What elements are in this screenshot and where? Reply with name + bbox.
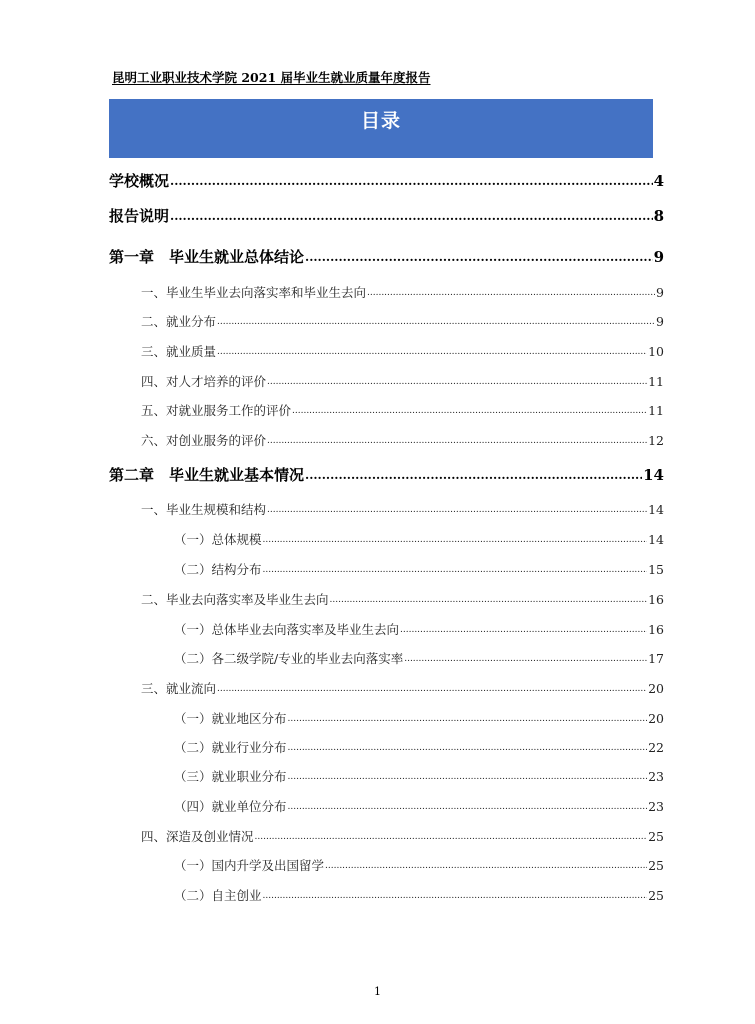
toc-entry-label: 一、毕业生毕业去向落实率和毕业生去向 xyxy=(141,285,367,300)
toc-entry-page-number: 22 xyxy=(648,740,664,755)
toc-dot-leader xyxy=(292,402,647,420)
toc-dot-leader xyxy=(305,246,653,268)
toc-dot-leader xyxy=(263,561,648,579)
toc-subsection-entry[interactable] xyxy=(174,798,664,816)
toc-entry-label: 四、深造及创业情况 xyxy=(141,829,254,844)
toc-entry-page-number: 16 xyxy=(648,592,664,607)
toc-dot-leader xyxy=(217,680,647,698)
toc-entry-page-number: 14 xyxy=(648,532,664,547)
toc-subsection-entry[interactable] xyxy=(174,561,664,579)
toc-section-entry[interactable] xyxy=(141,432,664,450)
toc-subsection-entry[interactable] xyxy=(174,650,664,668)
toc-entry-page-number: 23 xyxy=(648,799,664,814)
toc-banner-title: 目录 xyxy=(360,110,401,132)
toc-subsection-entry[interactable] xyxy=(174,739,664,757)
toc-dot-leader xyxy=(367,284,655,302)
toc-dot-leader xyxy=(217,343,647,361)
toc-subsection-entry[interactable] xyxy=(174,768,664,786)
toc-section-entry[interactable] xyxy=(141,501,664,519)
toc-entry-label: （二）结构分布 xyxy=(174,562,262,577)
toc-chapter-entry[interactable] xyxy=(109,464,664,486)
toc-entry-page-number: 14 xyxy=(643,466,664,484)
toc-entry-label: 学校概况 xyxy=(109,172,170,190)
toc-dot-leader xyxy=(267,373,647,391)
toc-entry-page-number: 4 xyxy=(653,172,664,190)
toc-dot-leader xyxy=(170,170,653,192)
toc-section-entry[interactable] xyxy=(141,402,664,420)
toc-section-entry[interactable] xyxy=(141,680,664,698)
toc-entry-label: （一）总体毕业去向落实率及毕业生去向 xyxy=(174,622,400,637)
toc-entry-label: 一、毕业生规模和结构 xyxy=(141,502,267,517)
toc-subsection-entry[interactable] xyxy=(174,887,664,905)
toc-entry-label: 六、对创业服务的评价 xyxy=(141,433,267,448)
toc-entry-page-number: 11 xyxy=(648,403,664,418)
toc-dot-leader xyxy=(400,621,647,639)
toc-entry-page-number: 15 xyxy=(648,562,664,577)
toc-entry-label: 三、就业质量 xyxy=(141,344,217,359)
toc-subsection-entry[interactable] xyxy=(174,531,664,549)
toc-chapter-entry[interactable] xyxy=(109,170,664,192)
toc-section-entry[interactable] xyxy=(141,343,664,361)
toc-entry-label: （二）自主创业 xyxy=(174,888,262,903)
toc-dot-leader xyxy=(217,313,655,331)
toc-entry-label: 报告说明 xyxy=(109,207,170,225)
toc-section-entry[interactable] xyxy=(141,591,664,609)
toc-entry-page-number: 25 xyxy=(648,888,664,903)
toc-entry-label: 三、就业流向 xyxy=(141,681,217,696)
toc-section-entry[interactable] xyxy=(141,828,664,846)
toc-entry-label: 第二章 毕业生就业基本情况 xyxy=(109,466,305,484)
toc-entry-page-number: 12 xyxy=(648,433,664,448)
toc-entry-page-number: 20 xyxy=(648,711,664,726)
toc-entry-label: （一）总体规模 xyxy=(174,532,262,547)
toc-dot-leader xyxy=(267,432,647,450)
toc-entry-page-number: 9 xyxy=(653,248,664,266)
toc-entry-label: （一）国内升学及出国留学 xyxy=(174,858,325,873)
toc-section-entry[interactable] xyxy=(141,284,664,302)
toc-dot-leader xyxy=(288,768,648,786)
toc-dot-leader xyxy=(263,531,648,549)
toc-dot-leader xyxy=(288,739,648,757)
toc-dot-leader xyxy=(288,798,648,816)
toc-dot-leader xyxy=(330,591,648,609)
toc-dot-leader xyxy=(305,464,642,486)
toc-entry-label: 二、毕业去向落实率及毕业生去向 xyxy=(141,592,329,607)
toc-entry-page-number: 14 xyxy=(648,502,664,517)
toc-dot-leader xyxy=(288,710,648,728)
toc-dot-leader xyxy=(263,887,648,905)
toc-entry-page-number: 16 xyxy=(648,622,664,637)
toc-entry-page-number: 8 xyxy=(653,207,664,225)
toc-subsection-entry[interactable] xyxy=(174,621,664,639)
footer-page-number: 1 xyxy=(374,985,381,998)
toc-dot-leader xyxy=(267,501,647,519)
toc-entry-label: （三）就业职业分布 xyxy=(174,769,287,784)
toc-entry-label: （一）就业地区分布 xyxy=(174,711,287,726)
toc-entry-page-number: 25 xyxy=(648,858,664,873)
toc-entry-label: 四、对人才培养的评价 xyxy=(141,374,267,389)
toc-dot-leader xyxy=(325,857,647,875)
toc-entry-page-number: 9 xyxy=(656,314,664,329)
toc-entry-page-number: 9 xyxy=(656,285,664,300)
toc-chapter-entry[interactable] xyxy=(109,205,664,227)
toc-chapter-entry[interactable] xyxy=(109,246,664,268)
toc-entry-page-number: 25 xyxy=(648,829,664,844)
toc-section-entry[interactable] xyxy=(141,313,664,331)
running-header-title: 昆明工业职业技术学院 2021 届毕业生就业质量年度报告 xyxy=(112,70,431,85)
toc-entry-label: 第一章 毕业生就业总体结论 xyxy=(109,248,305,266)
toc-entry-label: 二、就业分布 xyxy=(141,314,217,329)
toc-entry-page-number: 20 xyxy=(648,681,664,696)
toc-entry-label: 五、对就业服务工作的评价 xyxy=(141,403,292,418)
toc-entry-label: （二）各二级学院/专业的毕业去向落实率 xyxy=(174,651,404,666)
toc-subsection-entry[interactable] xyxy=(174,710,664,728)
toc-entry-page-number: 11 xyxy=(648,374,664,389)
toc-entry-page-number: 17 xyxy=(648,651,664,666)
toc-entry-page-number: 10 xyxy=(648,344,664,359)
toc-entry-page-number: 23 xyxy=(648,769,664,784)
toc-entry-label: （二）就业行业分布 xyxy=(174,740,287,755)
toc-dot-leader xyxy=(170,205,653,227)
toc-dot-leader xyxy=(255,828,648,846)
toc-entry-label: （四）就业单位分布 xyxy=(174,799,287,814)
toc-section-entry[interactable] xyxy=(141,373,664,391)
toc-dot-leader xyxy=(404,650,647,668)
toc-subsection-entry[interactable] xyxy=(174,857,664,875)
